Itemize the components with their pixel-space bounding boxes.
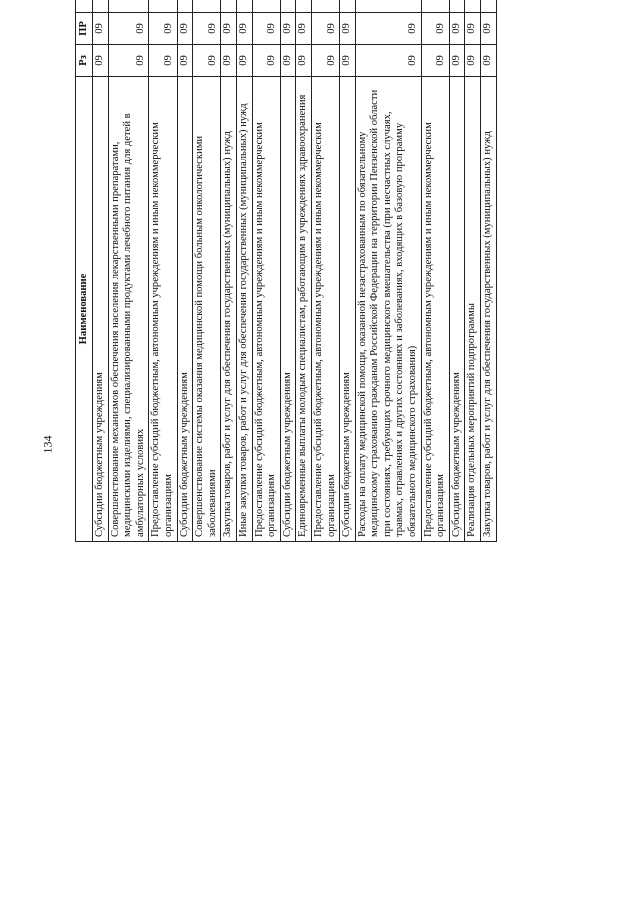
cell-csr — [449, 0, 465, 13]
cell-csr — [311, 0, 339, 13]
table-row — [236, 0, 252, 542]
cell-name: Предоставление субсидий бюджетным, автономным учреждениям и иным некоммерческим организациям — [421, 77, 449, 542]
cell-csr — [355, 0, 421, 13]
table-row — [340, 0, 356, 542]
cell-rz: 09 — [449, 45, 465, 77]
cell-pr: 09 — [296, 13, 312, 45]
cell-name: Предоставление субсидий бюджетным, автономным учреждениям и иным некоммерческим организациям — [149, 77, 177, 542]
cell-csr — [93, 0, 109, 13]
cell-csr — [221, 0, 237, 13]
cell-csr — [108, 0, 149, 13]
cell-pr: 09 — [108, 13, 149, 45]
cell-name: Предоставление субсидий бюджетным, автономным учреждениям и иным некоммерческим организациям — [252, 77, 280, 542]
cell-name: Субсидии бюджетным учреждениям — [280, 77, 296, 542]
cell-rz: 09 — [355, 45, 421, 77]
cell-name: Единовременные выплаты молодым специалистам, работающим в учреждениях здравоохранения — [296, 77, 312, 542]
cell-rz: 09 — [296, 45, 312, 77]
cell-csr — [296, 0, 312, 13]
cell-name: Субсидии бюджетным учреждениям — [93, 77, 109, 542]
cell-rz: 09 — [193, 45, 221, 77]
header-csr — [76, 0, 93, 13]
cell-pr: 09 — [449, 13, 465, 45]
table-row — [93, 0, 109, 542]
header-pr: ПР — [76, 13, 93, 45]
table-row — [108, 0, 149, 542]
cell-pr: 09 — [421, 13, 449, 45]
cell-name: Совершенствование механизмов обеспечения населения лекарственными препаратами, медицинскими изделиями, специализированными продуктами лечебного питания для детей в амбулаторных условиях — [108, 77, 149, 542]
cell-pr: 09 — [355, 13, 421, 45]
cell-rz: 09 — [236, 45, 252, 77]
page-number: 134 — [40, 435, 55, 454]
cell-rz: 09 — [481, 45, 497, 77]
cell-rz: 09 — [340, 45, 356, 77]
cell-pr: 09 — [177, 13, 193, 45]
cell-csr — [421, 0, 449, 13]
cell-pr: 09 — [340, 13, 356, 45]
cell-name: Субсидии бюджетным учреждениям — [340, 77, 356, 542]
cell-pr: 09 — [221, 13, 237, 45]
cell-rz: 09 — [221, 45, 237, 77]
cell-name: Субсидии бюджетным учреждениям — [177, 77, 193, 542]
cell-csr — [149, 0, 177, 13]
table-row — [421, 0, 449, 542]
cell-rz: 09 — [280, 45, 296, 77]
cell-rz: 09 — [93, 45, 109, 77]
table-row — [296, 0, 312, 542]
table-row — [355, 0, 421, 542]
budget-table-container — [75, 0, 553, 542]
cell-name: Закупка товаров, работ и услуг для обеспечения государственных (муниципальных) нужд — [481, 77, 497, 542]
cell-rz: 09 — [311, 45, 339, 77]
table-row — [449, 0, 465, 542]
cell-csr — [193, 0, 221, 13]
cell-csr — [252, 0, 280, 13]
cell-pr: 09 — [465, 13, 481, 45]
cell-pr: 09 — [93, 13, 109, 45]
cell-pr: 09 — [252, 13, 280, 45]
cell-pr: 09 — [311, 13, 339, 45]
cell-rz: 09 — [252, 45, 280, 77]
cell-rz: 09 — [421, 45, 449, 77]
table-row — [311, 0, 339, 542]
cell-name: Субсидии бюджетным учреждениям — [449, 77, 465, 542]
cell-csr — [280, 0, 296, 13]
cell-csr — [465, 0, 481, 13]
cell-pr: 09 — [149, 13, 177, 45]
table-row — [149, 0, 177, 542]
cell-csr — [340, 0, 356, 13]
cell-pr: 09 — [481, 13, 497, 45]
cell-name: Закупка товаров, работ и услуг для обеспечения государственных (муниципальных) нужд — [221, 77, 237, 542]
cell-csr — [481, 0, 497, 13]
cell-pr: 09 — [193, 13, 221, 45]
cell-rz: 09 — [177, 45, 193, 77]
cell-name: Совершенствование системы оказания медицинской помощи больным онкологическими заболеваниями — [193, 77, 221, 542]
table-row — [193, 0, 221, 542]
cell-csr — [177, 0, 193, 13]
table-row — [280, 0, 296, 542]
cell-rz: 09 — [465, 45, 481, 77]
cell-name: Иные закупки товаров, работ и услуг для обеспечения государственных (муниципальных) нужд — [236, 77, 252, 542]
header-rz: Рз — [76, 45, 93, 77]
cell-rz: 09 — [108, 45, 149, 77]
table-row — [221, 0, 237, 542]
header-name: Наименование — [76, 77, 93, 542]
cell-csr — [236, 0, 252, 13]
table-row — [177, 0, 193, 542]
budget-table — [75, 0, 497, 542]
cell-rz: 09 — [149, 45, 177, 77]
table-row — [465, 0, 481, 542]
cell-pr: 09 — [280, 13, 296, 45]
table-header-row — [76, 0, 93, 542]
table-row — [481, 0, 497, 542]
rotated-table-area — [75, 21, 553, 847]
cell-name: Расходы на оплату медицинской помощи, оказанной незастрахованным по обязательному медицинскому страхованию гражданам Российской Федерации на территории Пензенской области при состояниях, требующих срочного медицинского вмешательства (при несчастных случаях, травмах, отравлениях и других состояниях и заболеваниях, входящих в базовую программу обязательного медицинского страхования) — [355, 77, 421, 542]
cell-name: Реализация отдельных мероприятий подпрограммы — [465, 77, 481, 542]
table-row — [252, 0, 280, 542]
cell-name: Предоставление субсидий бюджетным, автономным учреждениям и иным некоммерческим организациям — [311, 77, 339, 542]
cell-pr: 09 — [236, 13, 252, 45]
